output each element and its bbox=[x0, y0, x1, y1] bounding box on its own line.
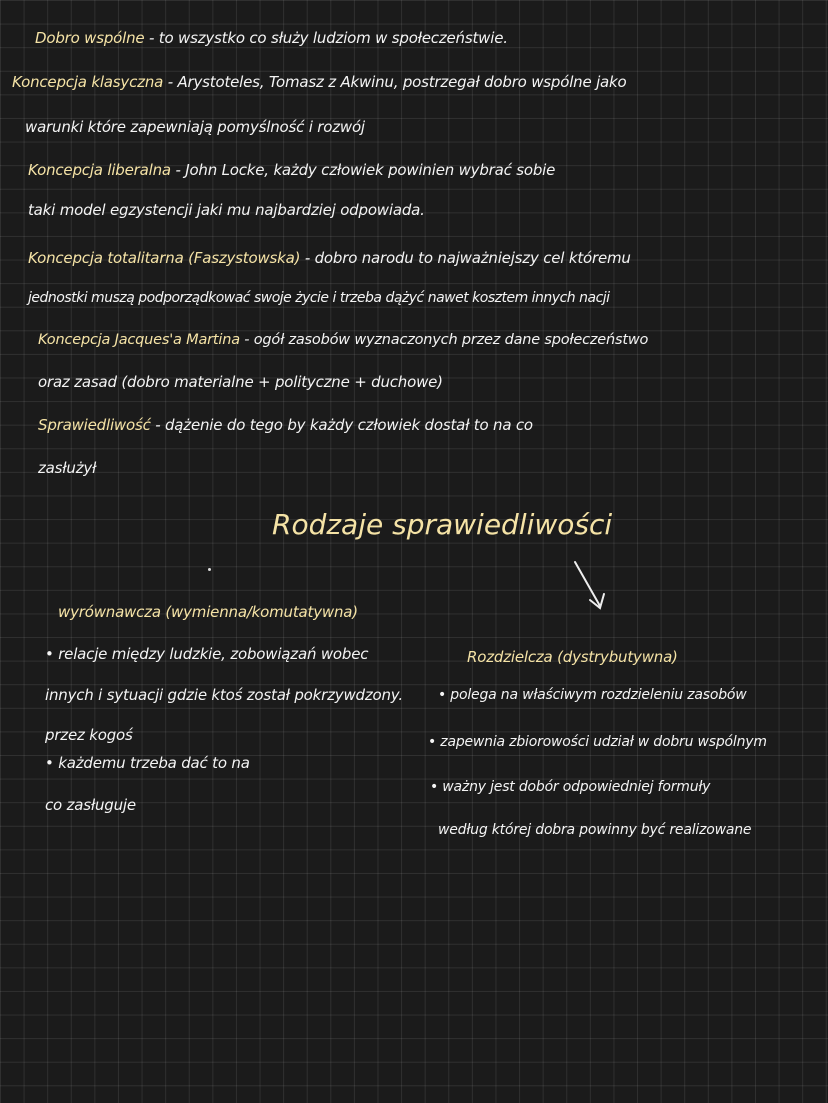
list-item: przez kogoś bbox=[45, 726, 133, 744]
column-heading: Rozdzielcza (dystrybutywna) bbox=[467, 648, 678, 666]
list-item: • relacje między ludzkie, zobowiązań wobec bbox=[45, 645, 369, 663]
list-item: • ważny jest dobór odpowiedniej formuły bbox=[430, 779, 711, 795]
definition: jednostki muszą podporządkować swoje życie i trzeba dążyć nawet kosztem innych nacji bbox=[28, 290, 610, 306]
list-item: innych i sytuacji gdzie ktoś został pokrzywdzony. bbox=[45, 686, 403, 704]
term: Dobro wspólne bbox=[35, 29, 145, 47]
note-line bbox=[28, 248, 631, 268]
definition: - Arystoteles, Tomasz z Akwinu, postrzegał dobro wspólne jako bbox=[163, 73, 627, 91]
term: Koncepcja liberalna bbox=[28, 161, 171, 179]
definition: oraz zasad (dobro materialne + polityczne + duchowe) bbox=[38, 373, 443, 391]
term: Koncepcja klasyczna bbox=[12, 73, 164, 91]
note-line bbox=[35, 28, 508, 48]
ink-dot bbox=[208, 568, 211, 571]
definition: - dążenie do tego by każdy człowiek dostał to na co bbox=[150, 416, 533, 434]
note-line bbox=[38, 458, 96, 478]
definition: - ogół zasobów wyznaczonych przez dane społeczeństwo bbox=[239, 332, 649, 348]
term: Koncepcja Jacques'a Martina bbox=[38, 332, 240, 348]
list-item: według której dobra powinny być realizowane bbox=[438, 822, 752, 838]
note-line bbox=[38, 372, 443, 392]
list-item: co zasługuje bbox=[45, 796, 136, 814]
list-item: • każdemu trzeba dać to na bbox=[45, 754, 250, 772]
list-item: • polega na właściwym rozdzieleniu zasobów bbox=[438, 687, 747, 703]
note-line bbox=[25, 117, 365, 137]
definition: - to wszystko co służy ludziom w społeczeństwie. bbox=[144, 29, 508, 47]
note-line bbox=[12, 72, 627, 92]
note-line bbox=[38, 330, 648, 350]
section-title: Rodzaje sprawiedliwości bbox=[272, 508, 613, 541]
note-line bbox=[28, 200, 425, 220]
note-line bbox=[28, 288, 610, 308]
note-line bbox=[28, 160, 555, 180]
definition: - John Locke, każdy człowiek powinien wybrać sobie bbox=[170, 161, 556, 179]
note-line bbox=[38, 415, 533, 435]
arrow-down-icon bbox=[560, 556, 620, 620]
column-heading: wyrównawcza (wymienna/komutatywna) bbox=[58, 603, 358, 621]
definition: warunki które zapewniają pomyślność i rozwój bbox=[25, 118, 365, 136]
definition: taki model egzystencji jaki mu najbardziej odpowiada. bbox=[28, 201, 425, 219]
list-item: • zapewnia zbiorowości udział w dobru wspólnym bbox=[428, 734, 767, 750]
term: Sprawiedliwość bbox=[38, 416, 151, 434]
definition: - dobro narodu to najważniejszy cel któremu bbox=[300, 249, 631, 267]
term: Koncepcja totalitarna (Faszystowska) bbox=[28, 249, 301, 267]
definition: zasłużył bbox=[38, 459, 97, 477]
